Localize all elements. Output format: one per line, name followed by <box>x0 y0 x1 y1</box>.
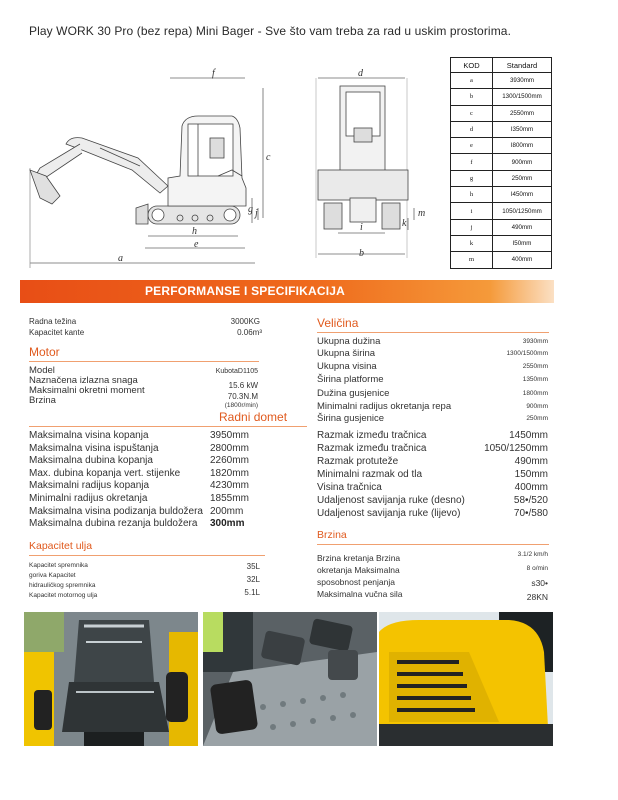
size-value: 400mm <box>514 482 548 493</box>
work-range-label: Maksimalni radijus kopanja <box>29 480 150 492</box>
code-cell: c <box>451 105 493 121</box>
dimension-diagram <box>20 58 440 273</box>
work-range-label: Maksimalna visina podizanja buldožera <box>29 505 203 517</box>
spec-label: Kapacitet kante <box>29 328 85 337</box>
engine-photo-graphic <box>379 612 553 746</box>
header-kod: KOD <box>451 58 493 73</box>
code-table-row <box>451 138 552 154</box>
oil-value: 35L <box>246 562 260 571</box>
size-label: Minimalni razmak od tla <box>317 469 423 480</box>
motor-label: Maksimalni okretni moment <box>29 385 145 396</box>
work-range-label: Maksimalna visina kopanja <box>29 430 149 441</box>
motor-label: Naznačena izlazna snaga <box>29 375 138 386</box>
standard-cell: 400mm <box>493 252 552 268</box>
size-value: 1300/1500mm <box>506 350 548 357</box>
seat-photo-graphic <box>24 612 198 746</box>
section-rule <box>317 544 549 545</box>
code-table-row <box>451 121 552 137</box>
size-label: Ukupna dužina <box>317 336 381 347</box>
size-value: 150mm <box>514 469 548 480</box>
code-cell: a <box>451 73 493 89</box>
section-banner <box>20 280 554 303</box>
size-label: Ukupna širina <box>317 348 376 359</box>
speed-labels <box>317 552 403 600</box>
standard-cell: I50mm <box>493 235 552 251</box>
standard-cell: 1300/1500mm <box>493 89 552 105</box>
size-label: Širina gusjenice <box>317 413 385 424</box>
photo-operator-seat <box>24 612 198 746</box>
size-value: 1050/1250mm <box>484 443 548 454</box>
banner-title: PERFORMANSE I SPECIFIKACIJA <box>144 284 346 298</box>
work-range-label: Max. dubina kopanja vert. stijenke <box>29 467 181 479</box>
size-value: 2550mm <box>522 363 548 370</box>
photo-pedals <box>203 612 377 746</box>
dim-g: g <box>248 204 253 215</box>
dim-e: e <box>194 239 199 250</box>
motor-labels <box>29 366 145 406</box>
section-title-motor: Motor <box>29 345 60 359</box>
code-table-row <box>451 154 552 170</box>
speed-value: s30• <box>531 578 548 588</box>
dim-h: h <box>192 226 197 237</box>
code-table-row <box>451 252 552 268</box>
code-table-row <box>451 235 552 251</box>
motor-value: KubotaD1105 <box>215 368 258 375</box>
work-range-label: Maksimalna visina ispuštanja <box>29 442 159 454</box>
dim-i: i <box>360 222 363 233</box>
size-value: 3930mm <box>522 338 548 345</box>
size-value: 250mm <box>526 415 548 422</box>
photo-engine-cover <box>379 612 553 746</box>
code-table-row <box>451 187 552 203</box>
work-range-value: 3950mm <box>210 430 249 441</box>
dim-f: f <box>212 68 215 79</box>
size-label: Razmak između tračnica <box>317 443 427 454</box>
section-rule <box>29 555 265 556</box>
code-cell: e <box>451 138 493 154</box>
motor-value: 70.3N.M <box>227 392 258 401</box>
standard-cell: 490mm <box>493 219 552 235</box>
spec-value: 0.06m³ <box>237 328 262 337</box>
section-rule <box>317 332 549 333</box>
oil-label: hidrauličkog spremnika <box>29 582 96 589</box>
work-range-value: 200mm <box>210 505 244 517</box>
work-range-value: 2800mm <box>210 442 249 454</box>
work-range-value: 4230mm <box>210 480 249 492</box>
size-label: Širina platforme <box>317 374 384 385</box>
size-value: 1800mm <box>522 390 548 397</box>
code-table-row <box>451 73 552 89</box>
size-value: 70•/580 <box>513 508 548 519</box>
header-standard: Standard <box>493 58 552 73</box>
work-range-value: 1855mm <box>210 493 249 504</box>
code-cell: i <box>451 203 493 219</box>
code-cell: b <box>451 89 493 105</box>
code-table-row <box>451 203 552 219</box>
speed-label: okretanja Maksimalna <box>317 565 400 575</box>
motor-value: 15.6 kW <box>228 381 258 390</box>
size-label: Minimalni radijus okretanja repa <box>317 401 452 412</box>
dim-d: d <box>358 68 363 79</box>
code-table-row <box>451 89 552 105</box>
speed-value: 8 o/min <box>526 565 548 572</box>
standard-cell: I800mm <box>493 138 552 154</box>
code-table-header <box>451 58 552 73</box>
size-label: Razmak između tračnica <box>317 430 427 441</box>
work-range-value: 1820mm <box>210 467 249 479</box>
oil-value: 32L <box>246 575 260 584</box>
pedals-photo-graphic <box>203 612 377 746</box>
oil-label: Kapacitet spremnika <box>29 562 88 569</box>
size-value: 58•/520 <box>513 495 548 506</box>
standard-cell: I450mm <box>493 187 552 203</box>
code-cell: m <box>451 252 493 268</box>
standard-cell: 250mm <box>493 170 552 186</box>
code-cell: k <box>451 235 493 251</box>
code-cell: f <box>451 154 493 170</box>
section-title-kapacitet-ulja: Kapacitet ulja <box>29 540 93 552</box>
code-table-body <box>451 73 552 269</box>
work-range-value: 2260mm <box>210 455 249 467</box>
speed-value: 3.1/2 km/h <box>517 551 548 558</box>
motor-label: Brzina <box>29 395 56 406</box>
code-cell: h <box>451 187 493 203</box>
size-label: Udaljenost savijanja ruke (lijevo) <box>317 508 461 519</box>
page-title: Play WORK 30 Pro (bez repa) Mini Bager - Sve što vam treba za rad u uskim prostorima. <box>29 24 512 38</box>
code-table-row <box>451 219 552 235</box>
size-value: 900mm <box>526 403 548 410</box>
dim-b: b <box>359 248 364 259</box>
size-label: Dužina gusjenice <box>317 388 390 399</box>
work-range-label: Minimalni radijus okretanja <box>29 493 148 504</box>
size-label: Udaljenost savijanja ruke (desno) <box>317 495 465 506</box>
dim-k: k <box>402 218 407 229</box>
work-range-label: Maksimalna dubina rezanja buldožera <box>29 518 198 530</box>
oil-label: goriva Kapacitet <box>29 572 76 579</box>
standard-cell: 3930mm <box>493 73 552 89</box>
size-value: 490mm <box>514 456 548 467</box>
dim-m: m <box>418 208 426 219</box>
work-range-label: Maksimalna dubina kopanja <box>29 455 153 467</box>
standard-cell: 2550mm <box>493 105 552 121</box>
section-rule <box>29 361 259 362</box>
work-range-value: 300mm <box>210 518 245 530</box>
section-rule <box>29 426 307 427</box>
code-cell: j <box>451 219 493 235</box>
dim-a: a <box>118 253 123 264</box>
dimension-code-table <box>450 57 552 269</box>
dim-j: j <box>255 208 258 219</box>
code-cell: g <box>451 170 493 186</box>
size-label: Ukupna visina <box>317 361 377 372</box>
standard-cell: 1050/1250mm <box>493 203 552 219</box>
speed-value: 28KN <box>526 592 548 602</box>
spec-value: 3000KG <box>230 317 260 326</box>
speed-label: Brzina kretanja Brzina <box>317 553 401 563</box>
size-label: Razmak protuteže <box>317 456 399 467</box>
section-title-brzina: Brzina <box>317 529 347 541</box>
motor-value: (1800r/min) <box>224 402 258 409</box>
code-cell: d <box>451 121 493 137</box>
oil-value: 5.1L <box>244 588 260 597</box>
size-value: 1350mm <box>522 376 548 383</box>
standard-cell: I350mm <box>493 121 552 137</box>
code-table-row <box>451 105 552 121</box>
speed-label: sposobnost penjanja <box>317 577 395 587</box>
excavator-drawing <box>20 58 440 273</box>
motor-label: Model <box>29 365 55 376</box>
code-table-row <box>451 170 552 186</box>
oil-labels <box>29 561 97 601</box>
size-label: Visina tračnica <box>317 482 382 493</box>
size-value: 1450mm <box>509 430 548 441</box>
spec-label: Radna težina <box>29 317 77 326</box>
oil-label: Kapacitet motornog ulja <box>29 592 98 599</box>
speed-label: Maksimalna vučna sila <box>317 589 403 599</box>
standard-cell: 900mm <box>493 154 552 170</box>
section-title-radni-domet: Radni domet <box>219 410 288 424</box>
section-title-velicina: Veličina <box>317 316 359 330</box>
dim-c: c <box>266 152 271 163</box>
